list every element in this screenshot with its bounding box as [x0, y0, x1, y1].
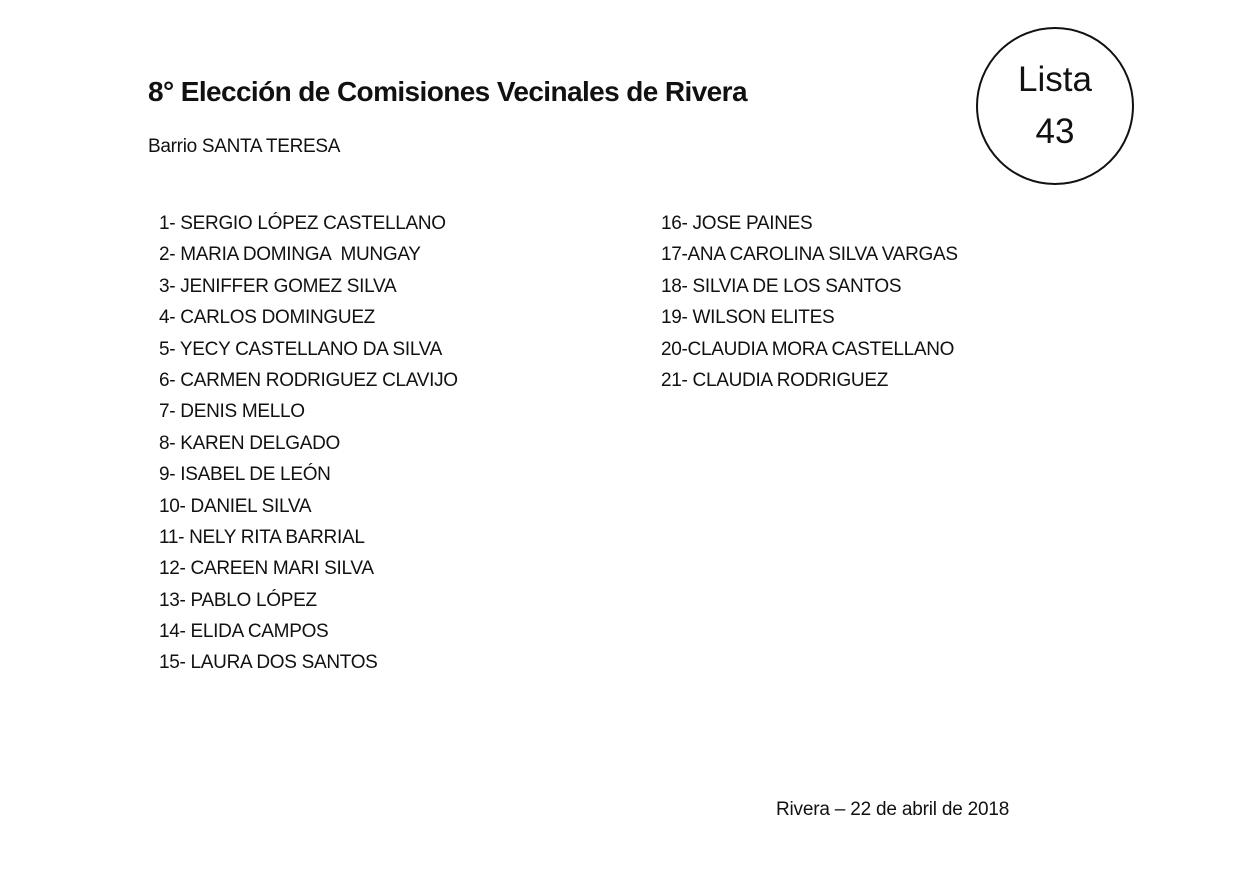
candidate-item: 12- CAREEN MARI SILVA	[159, 558, 374, 580]
candidate-list-left	[159, 210, 458, 681]
candidate-item: 7- DENIS MELLO	[159, 401, 305, 423]
candidate-item: 14- ELIDA CAMPOS	[159, 621, 329, 643]
page-title: 8° Elección de Comisiones Vecinales de Rivera	[148, 76, 747, 107]
candidate-item: 8- KAREN DELGADO	[159, 432, 341, 454]
candidate-item: 19- WILSON ELITES	[661, 307, 835, 329]
candidate-item: 21- CLAUDIA RODRIGUEZ	[661, 369, 889, 391]
candidate-item: 4- CARLOS DOMINGUEZ	[159, 307, 375, 329]
candidate-item: 3- JENIFFER GOMEZ SILVA	[159, 275, 397, 297]
candidate-item: 10- DANIEL SILVA	[159, 495, 312, 517]
candidate-item: 1- SERGIO LÓPEZ CASTELLANO	[159, 213, 446, 234]
candidate-item: 5- YECY CASTELLANO DA SILVA	[159, 338, 443, 360]
candidate-item: 18- SILVIA DE LOS SANTOS	[661, 275, 902, 297]
candidate-item: 17-ANA CAROLINA SILVA VARGAS	[661, 244, 958, 266]
badge-number: 43	[1035, 112, 1075, 151]
candidate-item: 13- PABLO LÓPEZ	[159, 589, 317, 611]
candidate-item: 2- MARIA DOMINGA MUNGAY	[159, 244, 421, 266]
candidate-item: 6- CARMEN RODRIGUEZ CLAVIJO	[159, 369, 458, 391]
list-number-badge	[976, 27, 1134, 185]
candidate-item: 16- JOSE PAINES	[661, 213, 813, 234]
candidate-item: 11- NELY RITA BARRIAL	[159, 526, 365, 548]
badge-label: Lista	[1018, 60, 1092, 99]
candidate-item: 9- ISABEL DE LEÓN	[159, 464, 331, 486]
candidate-list-right	[661, 210, 958, 398]
candidate-item: 20-CLAUDIA MORA CASTELLANO	[661, 338, 955, 360]
neighborhood-subtitle: Barrio SANTA TERESA	[148, 136, 341, 157]
place-and-date: Rivera – 22 de abril de 2018	[776, 799, 1010, 820]
candidate-item: 15- LAURA DOS SANTOS	[159, 652, 378, 674]
